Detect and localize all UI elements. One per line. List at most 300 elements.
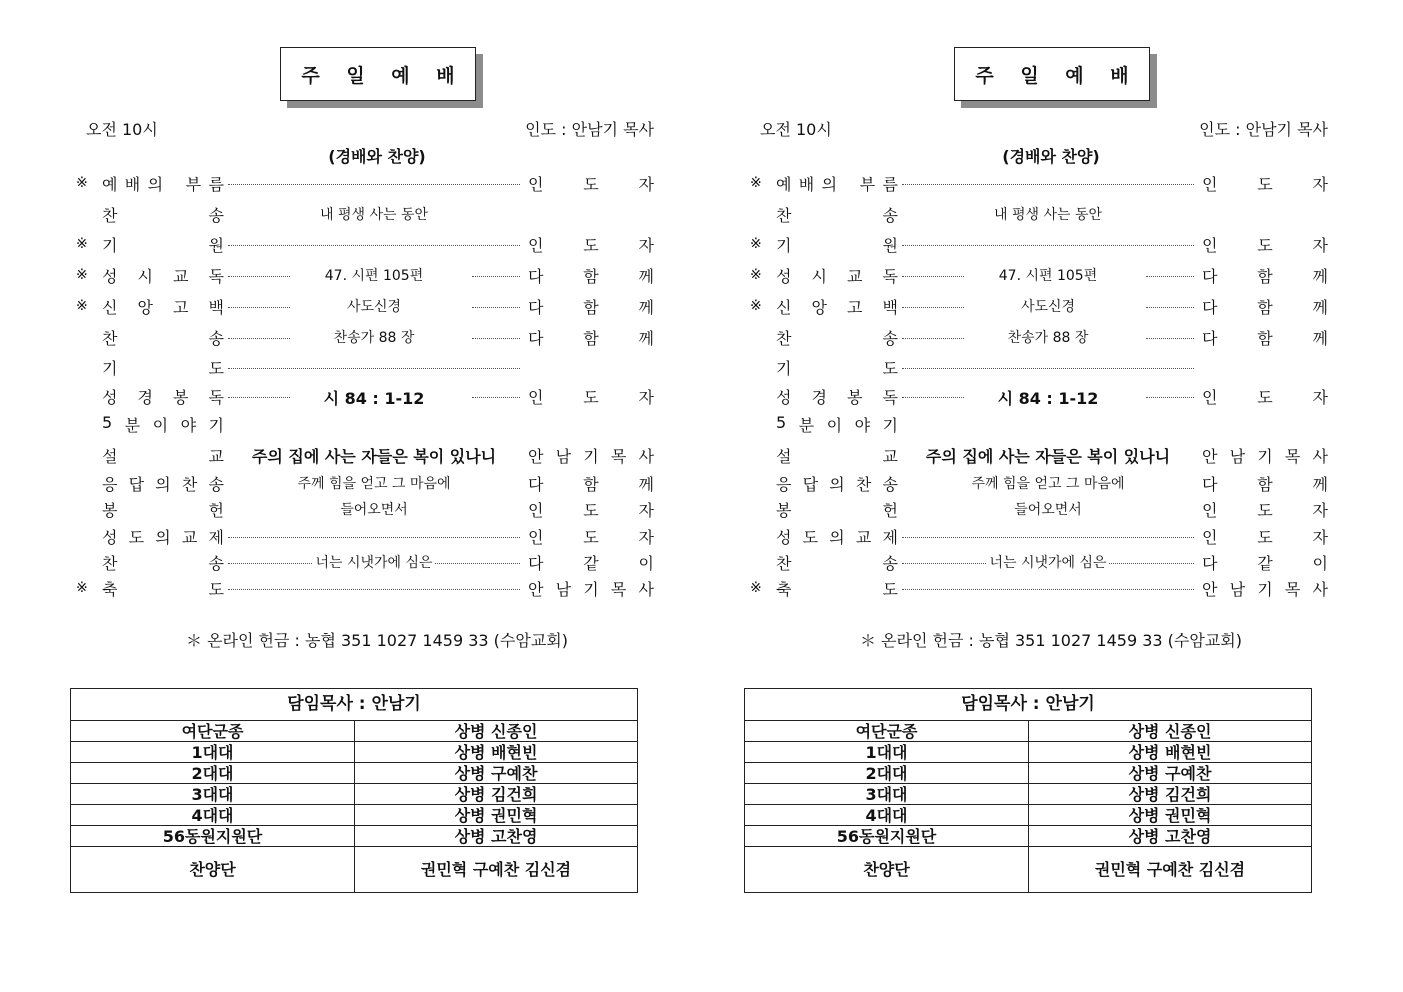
order-item-name-char: 교 xyxy=(173,267,189,286)
online-offering-note: ＊ 온라인 헌금 : 농협 351 1027 1459 33 (수암교회) xyxy=(859,631,1242,650)
order-item-content: 주의 집에 사는 자들은 복이 있나니 xyxy=(925,447,1171,466)
dotted-leader xyxy=(228,245,520,246)
order-item-role-char: 께 xyxy=(1312,329,1328,348)
order-item-name-char: 성 xyxy=(102,388,118,407)
order-item-name xyxy=(776,233,898,256)
order-item-name-char: 헌 xyxy=(882,501,898,520)
order-item-name-char xyxy=(170,172,178,195)
order-item-content: 내 평생 사는 동안 xyxy=(319,207,429,223)
section-heading: (경배와 찬양) xyxy=(1002,147,1100,166)
order-item-name-char: 신 xyxy=(776,298,792,317)
order-item-name xyxy=(776,472,898,495)
standing-mark: ※ xyxy=(76,298,88,314)
order-item-role-char: 다 xyxy=(528,475,544,494)
order-item-name-char: 제 xyxy=(882,528,898,547)
order-item-role-char: 안 xyxy=(1202,447,1218,466)
order-item-name-char: 의 xyxy=(829,528,845,547)
bulletin-panel-left xyxy=(70,0,670,992)
service-leader: 인도 : 안남기 목사 xyxy=(525,120,654,139)
order-item-role-char: 인 xyxy=(1202,175,1218,194)
order-item-name-char: 기 xyxy=(776,359,792,378)
table-row xyxy=(71,742,638,763)
order-item-name-char: 예 xyxy=(776,175,792,194)
order-item-name-char: 경 xyxy=(811,388,827,407)
table-row xyxy=(71,805,638,826)
service-time: 오전 10시 xyxy=(760,120,832,139)
order-item-role-char: 도 xyxy=(1257,175,1273,194)
order-item-role xyxy=(528,498,654,521)
order-row xyxy=(750,295,1330,317)
order-row xyxy=(750,326,1330,348)
order-item-role-char: 사 xyxy=(638,580,654,599)
order-item-name xyxy=(776,525,898,548)
order-item-role-char: 목 xyxy=(1284,580,1301,599)
chaplain-name: 상병 권민혁 xyxy=(1029,805,1312,826)
order-item-role-char: 자 xyxy=(638,175,654,194)
order-item-name-char: 야 xyxy=(854,416,871,435)
order-item-role-char: 남 xyxy=(555,447,572,466)
order-item-name-char: 배 xyxy=(798,175,815,194)
order-item-name-char: 답 xyxy=(128,475,145,494)
order-row xyxy=(76,326,656,348)
order-item-name-char: 분 xyxy=(124,416,141,435)
order-item-role-char: 안 xyxy=(528,580,544,599)
order-row xyxy=(750,356,1330,378)
order-item-name xyxy=(102,577,224,600)
order-item-name-char: 배 xyxy=(124,175,141,194)
choir-label: 찬양단 xyxy=(745,847,1029,893)
order-item-name xyxy=(776,413,898,436)
order-row xyxy=(76,525,656,547)
order-item-role-char: 께 xyxy=(1312,298,1328,317)
order-item-name-char: 도 xyxy=(882,580,898,599)
order-row xyxy=(76,356,656,378)
order-item-name-char: 고 xyxy=(173,298,189,317)
unit-name: 1대대 xyxy=(745,742,1029,763)
order-item-content: 주께 힘을 얻고 그 마음에 xyxy=(297,476,451,492)
order-item-name-char: 름 xyxy=(882,175,898,194)
order-item-role-char: 도 xyxy=(583,236,599,255)
order-item-role xyxy=(1202,472,1328,495)
order-item-name-char: 이 xyxy=(826,416,843,435)
order-item-role xyxy=(528,326,654,349)
order-item-role-char: 기 xyxy=(583,447,599,466)
order-item-role xyxy=(1202,385,1328,408)
order-item-name-char: 교 xyxy=(847,267,863,286)
order-row xyxy=(750,264,1330,286)
unit-name: 2대대 xyxy=(71,763,355,784)
order-item-name-char: 의 xyxy=(821,175,838,194)
order-item-name-char: 교 xyxy=(181,528,198,547)
order-item-name xyxy=(776,385,898,408)
order-row xyxy=(76,264,656,286)
order-row xyxy=(76,203,656,225)
order-item-name-char: 백 xyxy=(208,298,224,317)
table-row xyxy=(745,742,1312,763)
table-row xyxy=(745,763,1312,784)
order-item-role xyxy=(528,525,654,548)
order-row xyxy=(750,413,1330,435)
order-item-role-char: 자 xyxy=(638,528,654,547)
order-item-name-char: 송 xyxy=(882,206,898,225)
order-item-name-char: 축 xyxy=(102,580,118,599)
order-item-content: 사도신경 xyxy=(346,299,402,315)
order-row xyxy=(76,172,656,194)
order-item-role-char: 함 xyxy=(1257,298,1273,317)
order-item-name-char: 독 xyxy=(882,267,898,286)
standing-mark: ※ xyxy=(750,267,762,283)
order-item-name-char: 기 xyxy=(882,416,898,435)
order-item-name-char: 부 xyxy=(185,175,202,194)
order-item-name-char: 교 xyxy=(855,528,872,547)
order-item-name-char: 도 xyxy=(208,359,224,378)
order-item-name-char: 성 xyxy=(102,267,118,286)
order-row xyxy=(750,172,1330,194)
order-item-name-char: 기 xyxy=(208,416,224,435)
order-item-name xyxy=(776,444,898,467)
order-item-name-char: 응 xyxy=(102,475,118,494)
order-item-role-char: 자 xyxy=(1312,236,1328,255)
order-item-name-char: 찬 xyxy=(776,206,792,225)
order-item-role-char: 도 xyxy=(1257,501,1273,520)
unit-name: 56동원지원단 xyxy=(71,826,355,847)
order-item-role-char: 이 xyxy=(1312,554,1328,573)
order-item-role-char: 다 xyxy=(528,554,544,573)
chaplain-name: 상병 김건희 xyxy=(355,784,638,805)
order-item-name-char: 봉 xyxy=(102,501,118,520)
order-item-role-char: 께 xyxy=(638,475,654,494)
order-item-role xyxy=(528,264,654,287)
order-item-name xyxy=(776,264,898,287)
order-item-name-char: 도 xyxy=(208,580,224,599)
order-item-role-char: 자 xyxy=(1312,528,1328,547)
order-item-role-char: 도 xyxy=(583,528,599,547)
order-item-name xyxy=(102,295,224,318)
order-item-name xyxy=(776,295,898,318)
dotted-leader xyxy=(228,184,520,185)
table-row xyxy=(745,721,1312,742)
table-row xyxy=(745,784,1312,805)
order-item-role-char: 도 xyxy=(1257,236,1273,255)
order-item-name-char: 앙 xyxy=(137,298,153,317)
dotted-leader xyxy=(902,245,1194,246)
order-item-role xyxy=(528,295,654,318)
order-item-name-char: 도 xyxy=(128,528,145,547)
order-item-role xyxy=(528,444,654,467)
order-item-role xyxy=(1202,326,1328,349)
order-row xyxy=(750,498,1330,520)
order-item-role-char: 인 xyxy=(528,236,544,255)
dotted-leader xyxy=(902,589,1194,590)
staff-table xyxy=(744,688,1312,893)
order-item-role-char: 도 xyxy=(583,388,599,407)
order-row xyxy=(76,385,656,407)
order-item-role-char: 함 xyxy=(583,267,599,286)
order-item-name-char: 독 xyxy=(208,267,224,286)
order-item-name-char: 찬 xyxy=(181,475,198,494)
chaplain-name: 상병 신종인 xyxy=(355,721,638,742)
order-item-name xyxy=(776,498,898,521)
order-item-name-char: 5 xyxy=(102,413,113,432)
dotted-leader xyxy=(228,589,520,590)
order-item-role-char: 다 xyxy=(528,329,544,348)
choir-members: 권민혁 구예찬 김신겸 xyxy=(355,847,638,893)
order-item-name xyxy=(102,551,224,574)
order-item-role-char: 다 xyxy=(1202,329,1218,348)
order-item-role-char: 함 xyxy=(1257,475,1273,494)
standing-mark: ※ xyxy=(76,175,88,191)
order-item-name xyxy=(102,172,224,195)
service-leader: 인도 : 안남기 목사 xyxy=(1199,120,1328,139)
order-item-role xyxy=(528,233,654,256)
order-item-content: 47. 시편 105편 xyxy=(324,268,424,284)
order-row xyxy=(76,577,656,599)
order-item-role-char: 인 xyxy=(1202,236,1218,255)
chaplain-name: 상병 권민혁 xyxy=(355,805,638,826)
order-item-content: 찬송가 88 장 xyxy=(333,330,415,346)
order-item-content: 주께 힘을 얻고 그 마음에 xyxy=(971,476,1125,492)
order-item-content: 찬송가 88 장 xyxy=(1007,330,1089,346)
order-item-name-char: 의 xyxy=(829,475,845,494)
service-title-box xyxy=(954,47,1150,101)
order-item-role-char: 인 xyxy=(528,175,544,194)
chaplain-name: 상병 고찬영 xyxy=(355,826,638,847)
order-item-role-char: 사 xyxy=(1312,447,1328,466)
order-item-name-char: 의 xyxy=(147,175,164,194)
order-item-name-char: 분 xyxy=(798,416,815,435)
order-item-role-char: 남 xyxy=(1229,580,1246,599)
order-item-name-char: 설 xyxy=(776,447,792,466)
order-item-name-char: 성 xyxy=(776,267,792,286)
order-item-name-char: 성 xyxy=(776,528,792,547)
order-item-role xyxy=(1202,577,1328,600)
order-item-role-char: 께 xyxy=(1312,267,1328,286)
order-item-role-char: 기 xyxy=(1257,580,1273,599)
order-item-role-char: 함 xyxy=(583,298,599,317)
order-item-name-char: 성 xyxy=(102,528,118,547)
order-item-role-char: 다 xyxy=(528,298,544,317)
order-item-name-char: 5 xyxy=(776,413,787,432)
unit-name: 1대대 xyxy=(71,742,355,763)
order-item-role-char: 인 xyxy=(1202,501,1218,520)
order-item-content: 시 84 : 1-12 xyxy=(323,389,425,408)
order-row xyxy=(76,413,656,435)
order-item-content-text: 너는 시냇가에 심은 xyxy=(315,555,433,571)
order-row xyxy=(76,498,656,520)
order-item-name-char: 송 xyxy=(882,475,898,494)
order-item-name xyxy=(776,326,898,349)
order-item-content: 사도신경 xyxy=(1020,299,1076,315)
order-item-name-char: 설 xyxy=(102,447,118,466)
order-item-name-char: 이 xyxy=(152,416,169,435)
order-item-role-char: 인 xyxy=(528,388,544,407)
order-item-content xyxy=(226,552,522,572)
order-item-role-char: 도 xyxy=(1257,388,1273,407)
order-item-role-char: 기 xyxy=(1257,447,1273,466)
order-item-content-text: 너는 시냇가에 심은 xyxy=(989,555,1107,571)
order-row xyxy=(750,577,1330,599)
order-item-role xyxy=(528,577,654,600)
order-item-role xyxy=(1202,295,1328,318)
dotted-leader xyxy=(902,537,1194,538)
service-title: 주 일 예 배 xyxy=(301,64,465,87)
section-heading: (경배와 찬양) xyxy=(328,147,426,166)
chaplain-name: 상병 신종인 xyxy=(1029,721,1312,742)
order-item-name-char: 원 xyxy=(882,236,898,255)
standing-mark: ※ xyxy=(750,298,762,314)
order-item-name xyxy=(102,385,224,408)
staff-header-row xyxy=(71,689,638,721)
chaplain-name: 상병 고찬영 xyxy=(1029,826,1312,847)
order-item-role xyxy=(528,472,654,495)
service-time: 오전 10시 xyxy=(86,120,158,139)
order-item-role-char: 도 xyxy=(1257,528,1273,547)
table-row xyxy=(745,805,1312,826)
order-row xyxy=(750,444,1330,466)
order-item-content: 주의 집에 사는 자들은 복이 있나니 xyxy=(251,447,497,466)
order-item-content: 시 84 : 1-12 xyxy=(997,389,1099,408)
bulletin-panel-right xyxy=(744,0,1344,992)
order-item-role-char: 께 xyxy=(1312,475,1328,494)
order-item-role-char: 다 xyxy=(1202,554,1218,573)
dotted-leader xyxy=(902,368,1194,369)
unit-name: 여단군종 xyxy=(71,721,355,742)
order-item-role xyxy=(1202,551,1328,574)
table-row xyxy=(71,721,638,742)
order-item-name-char: 찬 xyxy=(102,206,118,225)
order-item-role-char: 안 xyxy=(1202,580,1218,599)
choir-members: 권민혁 구예찬 김신겸 xyxy=(1029,847,1312,893)
order-row xyxy=(750,551,1330,573)
order-item-name-char: 도 xyxy=(802,528,819,547)
order-item-role-char: 께 xyxy=(638,329,654,348)
order-item-name xyxy=(102,356,224,379)
order-row xyxy=(76,551,656,573)
order-item-content: 들어오면서 xyxy=(340,502,408,518)
order-item-name-char: 헌 xyxy=(208,501,224,520)
order-row xyxy=(750,233,1330,255)
order-row xyxy=(750,525,1330,547)
order-item-role-char: 자 xyxy=(1312,175,1328,194)
order-item-content: 47. 시편 105편 xyxy=(998,268,1098,284)
order-item-name-char: 야 xyxy=(180,416,197,435)
dotted-leader xyxy=(228,537,520,538)
order-item-role-char: 목 xyxy=(610,580,627,599)
order-item-role-char: 다 xyxy=(528,267,544,286)
order-item-name-char: 백 xyxy=(882,298,898,317)
order-row xyxy=(750,472,1330,494)
order-item-role-char: 기 xyxy=(583,580,599,599)
table-row xyxy=(71,826,638,847)
standing-mark: ※ xyxy=(76,267,88,283)
order-row xyxy=(750,203,1330,225)
order-item-name-char: 찬 xyxy=(102,329,118,348)
order-item-role-char: 도 xyxy=(583,175,599,194)
order-item-name xyxy=(102,264,224,287)
order-item-role-char: 다 xyxy=(1202,298,1218,317)
order-item-name xyxy=(102,472,224,495)
order-item-role xyxy=(1202,525,1328,548)
standing-mark: ※ xyxy=(750,236,762,252)
order-item-name-char: 찬 xyxy=(776,329,792,348)
order-item-role-char: 남 xyxy=(555,580,572,599)
order-item-name-char: 독 xyxy=(882,388,898,407)
order-item-name xyxy=(776,577,898,600)
chaplain-name: 상병 구예찬 xyxy=(355,763,638,784)
order-item-name-char: 고 xyxy=(847,298,863,317)
order-item-role-char: 이 xyxy=(638,554,654,573)
order-item-name xyxy=(776,203,898,226)
order-item-name-char: 찬 xyxy=(855,475,872,494)
standing-mark: ※ xyxy=(750,580,762,596)
order-item-name-char: 시 xyxy=(137,267,153,286)
order-item-name-char: 봉 xyxy=(776,501,792,520)
order-item-name-char: 의 xyxy=(155,475,171,494)
order-item-name-char: 송 xyxy=(208,329,224,348)
order-row xyxy=(750,385,1330,407)
unit-name: 3대대 xyxy=(745,784,1029,805)
choir-row xyxy=(71,847,638,893)
table-row xyxy=(71,784,638,805)
order-item-name-char: 송 xyxy=(208,206,224,225)
senior-pastor: 담임목사 : 안남기 xyxy=(745,689,1312,721)
order-item-role-char: 남 xyxy=(1229,447,1246,466)
unit-name: 4대대 xyxy=(71,805,355,826)
order-item-name xyxy=(102,326,224,349)
order-item-role-char: 안 xyxy=(528,447,544,466)
order-item-role-char: 목 xyxy=(610,447,627,466)
order-item-role-char: 께 xyxy=(638,267,654,286)
order-item-name-char: 교 xyxy=(208,447,224,466)
order-item-role-char: 인 xyxy=(528,528,544,547)
order-item-role-char: 인 xyxy=(1202,388,1218,407)
order-item-name-char: 신 xyxy=(102,298,118,317)
order-item-role-char: 다 xyxy=(1202,475,1218,494)
order-item-role xyxy=(1202,444,1328,467)
order-item-name xyxy=(102,444,224,467)
order-item-name-char: 제 xyxy=(208,528,224,547)
order-item-name-char: 봉 xyxy=(173,388,189,407)
order-item-content xyxy=(900,552,1196,572)
order-row xyxy=(76,233,656,255)
order-item-name-char: 답 xyxy=(802,475,819,494)
standing-mark: ※ xyxy=(76,580,88,596)
order-item-name-char: 원 xyxy=(208,236,224,255)
order-item-name xyxy=(102,233,224,256)
order-item-role xyxy=(528,551,654,574)
order-item-name-char: 기 xyxy=(776,236,792,255)
chaplain-name: 상병 구예찬 xyxy=(1029,763,1312,784)
order-item-role-char: 함 xyxy=(583,475,599,494)
order-item-role-char: 자 xyxy=(1312,388,1328,407)
chaplain-name: 상병 배현빈 xyxy=(1029,742,1312,763)
order-item-name-char: 독 xyxy=(208,388,224,407)
order-item-role-char: 인 xyxy=(528,501,544,520)
order-item-role-char: 도 xyxy=(583,501,599,520)
order-item-name-char: 의 xyxy=(155,528,171,547)
order-item-name-char: 축 xyxy=(776,580,792,599)
order-item-role-char: 자 xyxy=(638,501,654,520)
service-title-box xyxy=(280,47,476,101)
order-item-name-char: 경 xyxy=(137,388,153,407)
dotted-leader xyxy=(902,184,1194,185)
order-item-name xyxy=(776,356,898,379)
choir-row xyxy=(745,847,1312,893)
order-item-content: 들어오면서 xyxy=(1014,502,1082,518)
unit-name: 2대대 xyxy=(745,763,1029,784)
order-item-name-char: 송 xyxy=(208,554,224,573)
order-row xyxy=(76,472,656,494)
